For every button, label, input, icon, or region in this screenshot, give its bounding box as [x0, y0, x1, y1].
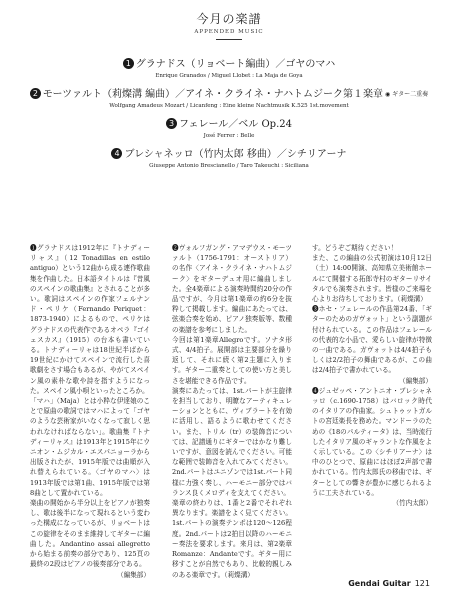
magazine-name: Gendai Guitar	[348, 579, 411, 588]
piece-number-badge: 4	[111, 148, 122, 159]
paragraph: 演奏にあたっては、1st.パートが主旋律を担当しており、明瞭なアーティキュレーションとともに、ヴィブラートを有効に活用し、語るように歌わせてください。また、トリル（tr）の装飾音については、記譜通りにギターではかなり難しいですが、意図を読んでください。可能な範囲で装飾音を入れてみてください。2nd.パートはユニゾンでは1st.パート同様に力強く奏し、ハーモニー部分ではバランス良くメロディを支えてください。	[172, 386, 292, 497]
piece-number-badge: 3	[166, 118, 177, 129]
text-column-2	[172, 243, 292, 580]
header-rule	[216, 39, 242, 40]
paragraph: また、この編曲の公式初演は10月12日（土）14:00開演、高知県立美術館ホールにて開催する拓郎寺村のギターリサイタルでも演奏されます。皆様のご来場を心よりお待ちしております。（莉燦溝）	[312, 254, 432, 304]
piece-title-en: Giuseppe Antonio Brescianello / Taro Takeuchi : Siciliana	[149, 163, 309, 169]
paragraph: ❸ホセ・フェレールの作品第24番、「ギターのためのガヴォット」という副題が付けられている。この作品はフェレールの代表的な小品で、愛らしい旋律が特徴の一曲である。ガヴォットは4/4拍子もしくは2/2拍子の舞曲であるが、この曲は2/4拍子で書かれている。	[312, 305, 432, 375]
text-column-3	[312, 243, 432, 508]
page-footer	[348, 579, 430, 588]
piece-title-en: Enrique Granados / Miguel Llobet : La Maja de Goya	[155, 73, 303, 79]
text-column-1	[30, 243, 150, 580]
piece-entry	[0, 148, 458, 170]
piece-title-jp: グラナドス（リョベート編曲）／ゴヤのマハ	[135, 59, 336, 70]
author-credit: （編集部）	[399, 376, 432, 385]
piece-title-jp: フェレール／ベル Op.24	[179, 119, 292, 130]
page-header	[0, 10, 458, 40]
paragraph: 今回は第1楽章Allegroです。ソナタ形式、4/4拍子。展開部は主要部分を繰り返して、それに続く第2主題に入ります。ギター二重奏としての使い方と美しさを堪能できる作品です。	[172, 335, 292, 385]
piece-title-jp: モーツァルト（莉燦溝 編曲）／アイネ・クライネ・ナハトムジーク第１楽章	[42, 89, 383, 100]
piece-entry	[0, 118, 458, 140]
piece-title-jp: ブレシャネッロ（竹内太郎 移曲）／シチリアーナ	[124, 149, 347, 160]
piece-title-en: José Ferrer : Belle	[203, 133, 255, 139]
author-credit: （編集部）	[117, 570, 150, 579]
piece-title-en: Wolfgang Amadeus Mozart / Licanfeng : Eine kleine Nachtmusik K.525 1st.movement	[109, 103, 349, 109]
piece-number-badge: 1	[123, 58, 134, 69]
paragraph: ❶グラナドスは1912年に『トナディーリャス』（12 Tonadillas en estilo antiguo）という12曲から成る連作歌曲集を作曲した。日本語タイトルは『昔風のスペインの歌曲集』とされることが多い。歌詞はスペインの作家フェルナンド・ペリケ（Fernando Periquet：1873-1940）によるもので、ペリケはグラナドスの代表作であるオペラ『ゴイェスカス』（1915）の台本も書いている。トナディーリャは18世紀半ばから19世紀にかけてスペインで流行した喜歌劇をさす場合もあるが、やがてスペイン風の素朴な歌や詩を指すようになった。スペイン風小唄といったところか。	[30, 244, 150, 395]
article-body	[30, 243, 432, 579]
paragraph: 楽章の終わりは、1番と2番でそれぞれ異なります。楽譜をよく見てください。1st.パートの演奏テンポは120～126程度。2nd.パートは2拍目以降のハーモニー奏法を要求します。来月は、第2楽章Romanze：Andanteです。ギター用に移すことが自然でもあり、比較的親しみのある楽章です。（莉燦溝）	[172, 499, 292, 579]
page-subtitle: APPENDED MUSIC	[194, 29, 264, 35]
piece-instrumentation: ◉ ギター二重奏	[385, 91, 429, 98]
paragraph: 楽曲の開始から半分以上をピアノが独奏し、歌は後半になって現れるという変わった構成になっているが、リョベートはこの旋律をそのまま維持してギターに編曲した。Andantino assai allegretto から始まる前奏の部分であり、125頁の最終の2段はピアノの後奏部分である。	[30, 499, 150, 569]
piece-list	[0, 58, 458, 178]
author-credit: （竹内太郎）	[392, 499, 432, 508]
page-number: 121	[414, 579, 430, 588]
page-title: 今月の楽譜	[196, 12, 262, 26]
paragraph: ❹ジュゼッペ・アントニオ・ブレシャネッロ（c.1690-1758）はバロック時代のイタリアの作曲家。シュトゥットガルトの宮廷楽長を務めた。マンドーラのための《18のパルティータ》は、当時流行したイタリア風のギャラントな作風をよく示している。この〈シチリアーナ〉は中のひとつで、原曲にはほぼ2声部で書かれている。竹内太郎氏の移曲では、ギターとしての響きが豊かに感じられるように工夫されている。	[312, 386, 432, 497]
piece-entry	[0, 88, 458, 110]
paragraph: ❷ヴォルフガング・アマデウス・モーツァルト（1756-1791：オーストリア）の名作〈アイネ・クライネ・ナハトムジーク〉をギターデュオ用に編曲しました。全4楽章による演奏時間約20分の作品ですが、今月は第1楽章の約6分を抜粋して掲載します。編曲にあたっては、弦楽合奏を始め、ピアノ独奏版等、数種の楽譜を参考にしました。	[172, 244, 292, 334]
piece-number-badge: 2	[30, 88, 41, 99]
paragraph: す。どうぞご期待ください！	[312, 244, 398, 252]
piece-entry	[0, 58, 458, 80]
paragraph: 「マハ」（Maja）とは小粋な伊達娘のことで原曲の歌詞ではマハによって「ゴヤのような芸術家がいなくなって寂しく思われなければならない」。歌曲集『トナディーリャス』は1913年と1915年にウニオン・ムジカル・エスパニョーラから出版されたが、1915年版では曲順が入れ替えられている。〈ゴヤのマハ〉は1913年版では第1曲、1915年版では第8曲として置かれている。	[30, 397, 150, 497]
